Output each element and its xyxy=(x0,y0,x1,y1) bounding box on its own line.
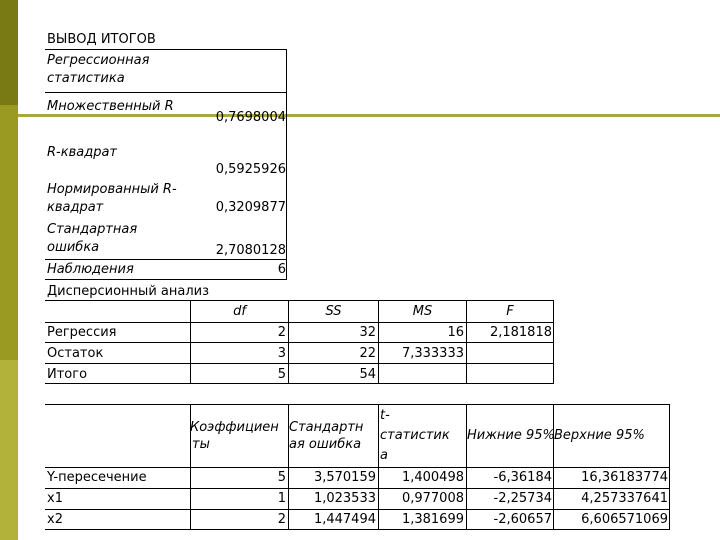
slide-side-bar-middle xyxy=(0,105,18,360)
anova-cell-ss: 54 xyxy=(359,367,376,382)
anova-header-ms: MS xyxy=(412,304,433,319)
stat-label-std-error: Стандартная xyxy=(47,222,138,237)
rule xyxy=(45,279,287,280)
anova-header-df: df xyxy=(233,304,246,319)
rule xyxy=(45,404,670,405)
stat-value-r-squared: 0,5925926 xyxy=(215,162,286,177)
rule xyxy=(45,488,670,489)
coef-row-label: x1 xyxy=(47,491,63,506)
output-title: ВЫВОД ИТОГОВ xyxy=(47,32,156,47)
coef-header-lower-95: Нижние 95% xyxy=(467,428,555,443)
anova-header-ss: SS xyxy=(325,304,342,319)
stat-label-std-error-cont: ошибка xyxy=(47,240,100,255)
coef-header-coefficients: Коэффициен xyxy=(190,420,279,435)
coef-cell-lower-95: -2,60657 xyxy=(493,512,552,527)
rule xyxy=(553,300,554,384)
coef-cell-t-stat: 1,400498 xyxy=(401,470,464,485)
coef-cell-upper-95: 6,606571069 xyxy=(581,512,668,527)
coef-row-label: Y-пересечение xyxy=(47,470,147,485)
slide-side-bar-bottom xyxy=(0,360,18,540)
coef-header-t-stat: t- xyxy=(380,408,390,423)
rule xyxy=(45,363,553,364)
coef-cell-upper-95: 16,36183774 xyxy=(581,470,668,485)
anova-cell-ms: 7,333333 xyxy=(401,346,464,361)
coef-cell-std-error: 1,447494 xyxy=(313,512,376,527)
coef-row-label: x2 xyxy=(47,512,63,527)
rule xyxy=(669,404,670,530)
coef-cell-t-stat: 0,977008 xyxy=(401,491,464,506)
stat-label-r-squared: R-квадрат xyxy=(47,145,117,160)
rule xyxy=(45,300,553,301)
regression-stats-header-cont: статистика xyxy=(47,71,125,86)
coef-header-std-error: Стандартн xyxy=(289,420,364,435)
anova-cell-ss: 32 xyxy=(359,325,376,340)
anova-cell-f: 2,181818 xyxy=(489,325,552,340)
anova-header-f: F xyxy=(506,304,514,319)
anova-cell-ms: 16 xyxy=(447,325,464,340)
rule xyxy=(45,259,287,260)
rule xyxy=(286,49,287,279)
stat-value-std-error: 2,7080128 xyxy=(215,243,286,258)
anova-cell-df: 3 xyxy=(277,346,286,361)
rule xyxy=(45,467,670,468)
rule xyxy=(45,342,553,343)
anova-row-label: Регрессия xyxy=(47,325,117,340)
coef-cell-lower-95: -2,25734 xyxy=(493,491,552,506)
coef-cell-std-error: 3,570159 xyxy=(313,470,376,485)
anova-title: Дисперсионный анализ xyxy=(47,284,209,299)
slide-side-bar-top xyxy=(0,0,18,105)
coef-cell-lower-95: -6,36184 xyxy=(493,470,552,485)
coef-cell-coefficient: 2 xyxy=(277,512,286,527)
stat-value-multiple-r: 0,7698004 xyxy=(215,110,286,125)
stat-label-adjusted-r: Нормированный R- xyxy=(47,182,177,197)
coef-header-upper-95: Верхние 95% xyxy=(554,428,645,443)
coef-cell-coefficient: 5 xyxy=(277,470,286,485)
coef-header-coefficients-cont: ты xyxy=(192,437,210,452)
stat-label-observations: Наблюдения xyxy=(47,262,134,277)
anova-cell-df: 2 xyxy=(277,325,286,340)
stat-value-adjusted-r: 0,3209877 xyxy=(215,200,286,215)
regression-stats-header: Регрессионная xyxy=(47,53,150,68)
anova-cell-df: 5 xyxy=(277,367,286,382)
rule xyxy=(45,322,553,323)
stat-label-multiple-r: Множественный R xyxy=(47,99,174,114)
rule xyxy=(45,49,287,50)
coef-header-t-stat-end: а xyxy=(380,448,388,463)
anova-row-label: Остаток xyxy=(47,346,104,361)
anova-row-label: Итого xyxy=(47,367,88,382)
rule xyxy=(45,509,670,510)
coef-cell-t-stat: 1,381699 xyxy=(401,512,464,527)
stat-value-observations: 6 xyxy=(277,262,286,277)
anova-cell-ss: 22 xyxy=(359,346,376,361)
stat-label-adjusted-r-cont: квадрат xyxy=(47,200,104,215)
coef-header-t-stat-cont: статистик xyxy=(380,428,450,443)
rule xyxy=(45,529,670,530)
rule xyxy=(45,92,287,93)
rule xyxy=(45,383,553,384)
coef-cell-upper-95: 4,257337641 xyxy=(581,491,668,506)
coef-cell-std-error: 1,023533 xyxy=(313,491,376,506)
coef-header-std-error-cont: ая ошибка xyxy=(289,437,362,452)
coef-cell-coefficient: 1 xyxy=(277,491,286,506)
